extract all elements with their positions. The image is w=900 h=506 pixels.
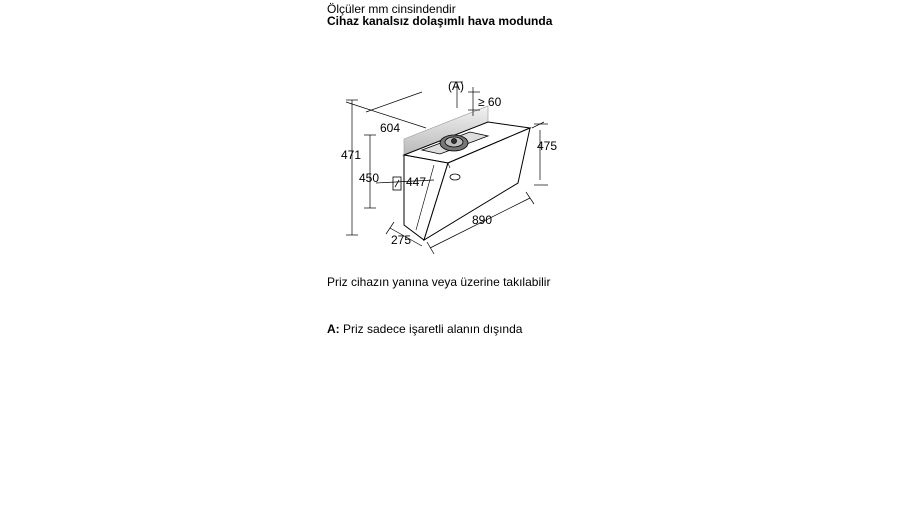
area-a-note-key: A:	[327, 322, 340, 336]
socket-placement-note: Priz cihazın yanına veya üzerine takılabilir	[327, 275, 551, 289]
mode-title: Cihaz kanalsız dolaşımlı hava modunda	[327, 14, 553, 28]
dim-width-top: 604	[380, 121, 401, 135]
socket-icon	[393, 177, 401, 190]
dim-depth-inner: 447	[406, 175, 427, 189]
clip-detail	[450, 174, 460, 180]
dim-width-front: 890	[472, 213, 493, 227]
dim-height-total: 471	[341, 148, 362, 162]
dim-height-side: 450	[359, 171, 380, 185]
dim-clearance-top: ≥ 60	[478, 95, 502, 109]
hood-dimension-diagram	[330, 70, 590, 255]
area-a-note-text: Priz sadece işaretli alanın dışında	[339, 322, 523, 336]
callout-a-label: (A)	[448, 79, 464, 93]
unit-note: Ölçüler mm cinsindendir	[327, 2, 456, 16]
dim-depth-bottom: 275	[391, 233, 412, 247]
area-a-note	[327, 322, 522, 336]
dim-height-front: 475	[537, 139, 558, 153]
